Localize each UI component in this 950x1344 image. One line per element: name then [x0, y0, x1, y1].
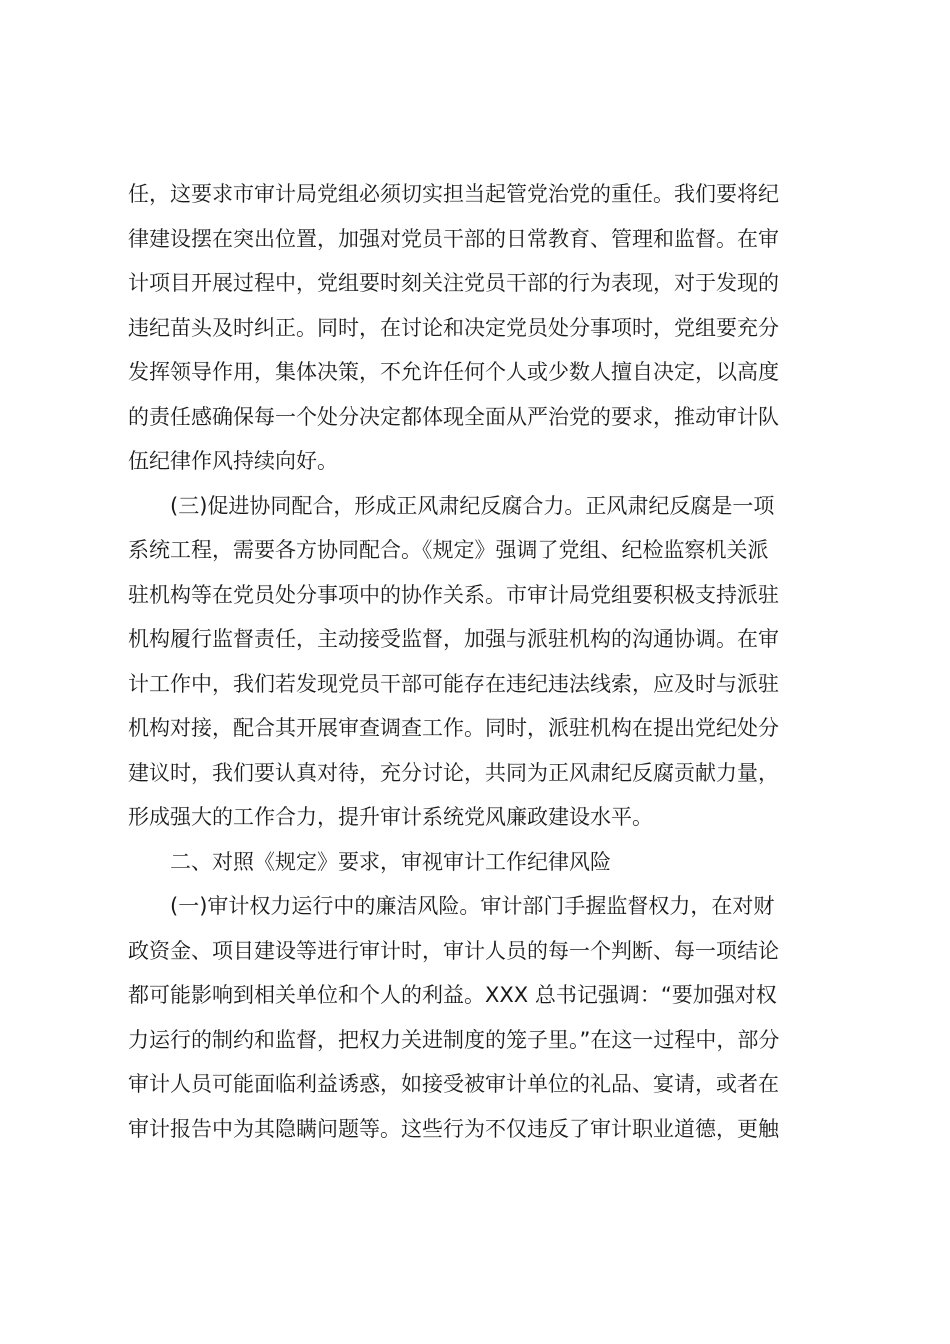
- text-line: 发挥领导作用，集体决策，不允许任何个人或少数人擅自决定，以高度: [128, 360, 779, 384]
- text-line: 伍纪律作风持续向好。: [128, 449, 338, 473]
- text-line: (三)促进协同配合，形成正风肃纪反腐合力。正风肃纪反腐是一项: [170, 493, 775, 518]
- text-line: (一)审计权力运行中的廉洁风险。审计部门手握监督权力，在对财: [170, 894, 775, 918]
- text-line: 计项目开展过程中，党组要时刻关注党员干部的行为表现，对于发现的: [128, 271, 779, 295]
- text-line: 审计报告中为其隐瞒问题等。这些行为不仅违反了审计职业道德，更触: [128, 1116, 779, 1141]
- document-body: [128, 172, 828, 1151]
- text-line: 都可能影响到相关单位和个人的利益。XXX 总书记强调：“要加强对权: [128, 983, 777, 1007]
- text-line: 形成强大的工作合力，提升审计系统党风廉政建设水平。: [128, 805, 653, 829]
- paragraph-coordination: [128, 484, 828, 840]
- paragraph-integrity-risk: [128, 884, 828, 1151]
- paragraph-discipline-responsibility: [128, 172, 828, 484]
- text-line: 系统工程，需要各方协同配合。《规定》强调了党组、纪检监察机关派: [128, 538, 769, 562]
- text-line: 政资金、项目建设等进行审计时，审计人员的每一个判断、每一项结论: [128, 938, 779, 963]
- text-line: 律建设摆在突出位置，加强对党员干部的日常教育、管理和监督。在审: [128, 226, 779, 251]
- text-line: 违纪苗头及时纠正。同时，在讨论和决定党员处分事项时，党组要充分: [128, 315, 779, 340]
- text-line: 建议时，我们要认真对待，充分讨论，共同为正风肃纪反腐贡献力量，: [128, 760, 779, 785]
- text-line: 力运行的制约和监督，把权力关进制度的笼子里。”在这一过程中，部分: [128, 1027, 780, 1052]
- text-line: 审计人员可能面临利益诱惑，如接受被审计单位的礼品、宴请，或者在: [128, 1072, 779, 1096]
- text-line: 机构履行监督责任，主动接受监督，加强与派驻机构的沟通协调。在审: [128, 627, 779, 651]
- text-line: 机构对接，配合其开展审查调查工作。同时，派驻机构在提出党纪处分: [128, 716, 779, 740]
- text-line: 任，这要求市审计局党组必须切实担当起管党治党的重任。我们要将纪: [128, 182, 779, 206]
- section-heading-text: 二、对照《规定》要求，审视审计工作纪律风险: [170, 849, 611, 874]
- text-line: 驻机构等在党员处分事项中的协作关系。市审计局党组要积极支持派驻: [128, 582, 779, 607]
- text-line: 的责任感确保每一个处分决定都体现全面从严治党的要求，推动审计队: [128, 404, 779, 429]
- text-line: 计工作中，我们若发现党员干部可能存在违纪违法线索，应及时与派驻: [128, 671, 779, 696]
- section-heading: [128, 840, 828, 885]
